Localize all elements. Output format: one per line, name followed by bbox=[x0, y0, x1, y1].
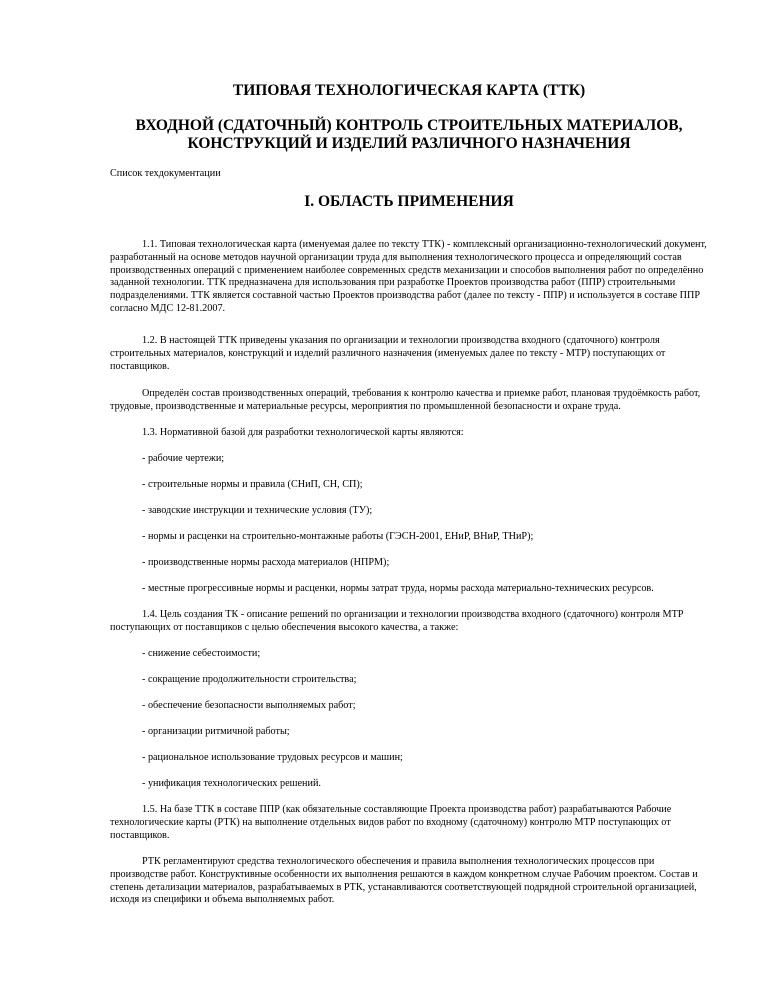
subtitle-line-1: ВХОДНОЙ (СДАТОЧНЫЙ) КОНТРОЛЬ СТРОИТЕЛЬНЫХ МАТЕРИАЛОВ, bbox=[135, 117, 683, 134]
list-item: - заводские инструкции и технические условия (ТУ); bbox=[142, 505, 373, 516]
list-item: - производственные нормы расхода материалов (НПРМ); bbox=[142, 557, 390, 568]
paragraph-1-5: 1.5. На базе ТТК в составе ППР (как обязательные составляющие Проекта производства работ) разрабатываются Рабочие технологические карты (РТК) на выполнение отдельных видов работ по входному (сдаточному) контролю МТР поступающих от поставщиков. bbox=[110, 804, 672, 841]
paragraph-1-2b: Определён состав производственных операций, требования к контролю качества и приемке работ, плановая трудоёмкость работ, трудовые, производственные и материальные ресурсы, мероприятия по промышленной безопасности и охране труда. bbox=[110, 388, 701, 412]
list-item: - нормы и расценки на строительно-монтажные работы (ГЭСН-2001, ЕНиР, ВНиР, ТНиР); bbox=[142, 531, 534, 542]
document-title: ТИПОВАЯ ТЕХНОЛОГИЧЕСКАЯ КАРТА (ТТК) bbox=[232, 82, 586, 99]
subtitle-line-2: КОНСТРУКЦИЙ И ИЗДЕЛИЙ РАЗЛИЧНОГО НАЗНАЧЕНИЯ bbox=[187, 135, 631, 152]
document-subtitle bbox=[110, 117, 708, 153]
doc-list-link[interactable]: Список техдокументации bbox=[110, 168, 221, 179]
list-item: - сокращение продолжительности строительства; bbox=[142, 674, 357, 685]
section-heading: I. ОБЛАСТЬ ПРИМЕНЕНИЯ bbox=[304, 193, 514, 210]
list-item: - местные прогрессивные нормы и расценки, нормы затрат труда, нормы расхода материально-технических ресурсов. bbox=[142, 583, 654, 594]
list-item: - унификация технологических решений. bbox=[142, 778, 321, 789]
paragraph-1-5b: РТК регламентируют средства технологического обеспечения и правила выполнения технологических процессов при производстве работ. Конструктивные особенности их выполнения решаются в каждом конкретном случае Рабочим проектом. Состав и степень детализации материалов, разрабатываемых в РТК, устанавливаются соответствующей подрядной строительной организацией, исходя из специфики и объема выполняемых работ. bbox=[110, 856, 698, 906]
paragraph-1-4: 1.4. Цель создания ТК - описание решений по организации и технологии производства входного (сдаточного) контроля МТР поступающих от поставщиков с целью обеспечения высокого качества, а также: bbox=[110, 609, 684, 633]
list-item: - организации ритмичной работы; bbox=[142, 726, 290, 737]
list-item: - строительные нормы и правила (СНиП, СН, СП); bbox=[142, 479, 363, 490]
paragraph-1-1: 1.1. Типовая технологическая карта (именуемая далее по тексту ТТК) - комплексный организационно-технологический документ, разработанный на основе методов научной организации труда для выполнения технологического процесса и определяющий состав производственных операций с применением наиболее современных средств механизации и способов выполнения работ по определённо заданной технологии. ТТК предназначена для использования при разработке Проектов производства работ (ППР) строительными подразделениями. ТТК является составной частью Проектов производства работ (далее по тексту - ППР) и используется в составе ППР согласно МДС 12-81.2007. bbox=[110, 239, 707, 314]
list-item: - рабочие чертежи; bbox=[142, 453, 225, 464]
paragraph-1-3: 1.3. Нормативной базой для разработки технологической карты являются: bbox=[142, 427, 464, 438]
list-item: - снижение себестоимости; bbox=[142, 648, 261, 659]
list-item: - рациональное использование трудовых ресурсов и машин; bbox=[142, 752, 403, 763]
list-item: - обеспечение безопасности выполняемых работ; bbox=[142, 700, 356, 711]
paragraph-1-2: 1.2. В настоящей ТТК приведены указания по организации и технологии производства входного (сдаточного) контроля строительных материалов, конструкций и изделий различного назначения (именуемых далее по тексту - МТР) поступающих от поставщиков. bbox=[110, 335, 666, 372]
